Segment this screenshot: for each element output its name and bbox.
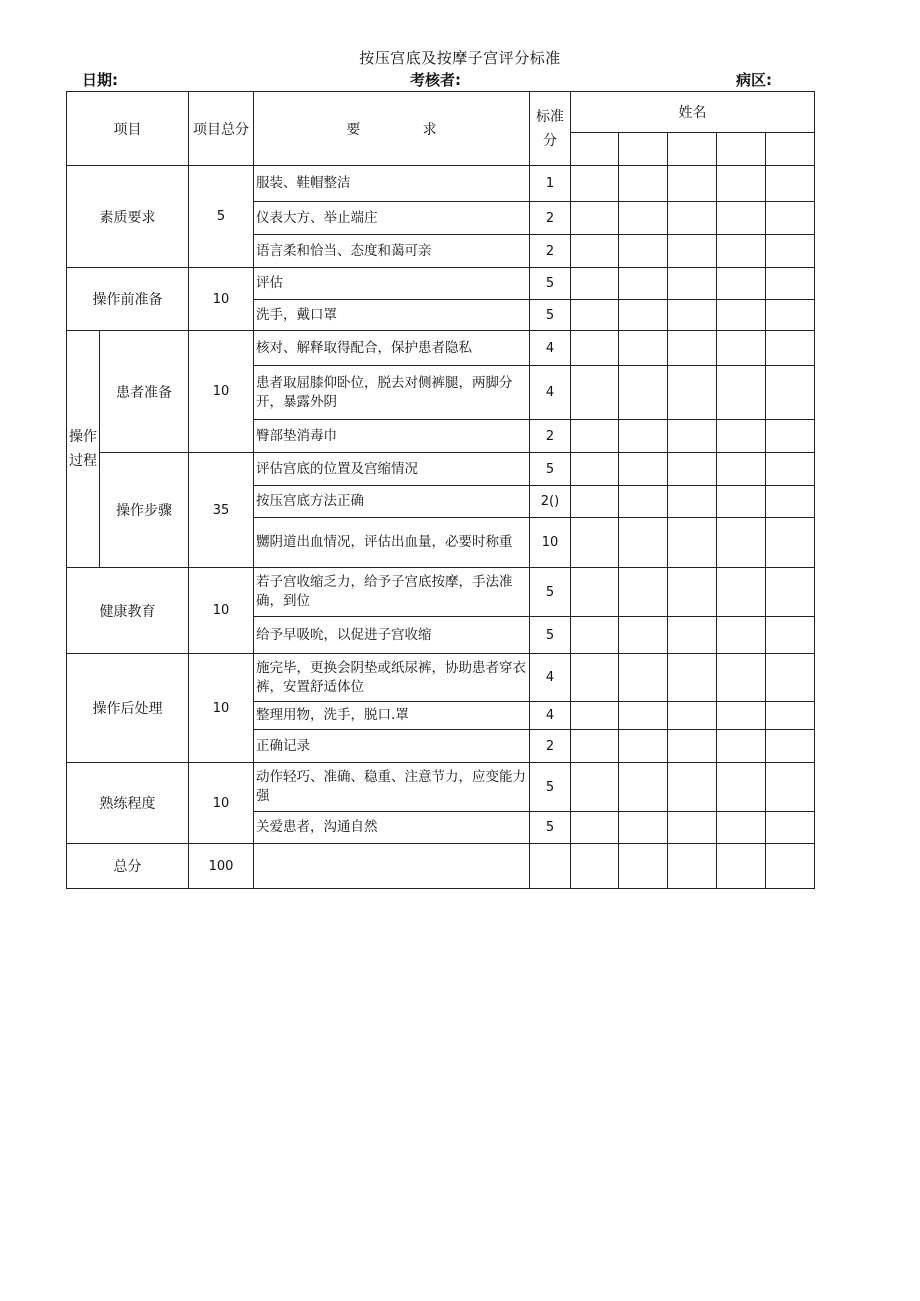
score-cell[interactable] [668, 300, 717, 331]
score-cell[interactable] [766, 730, 815, 763]
section-post-label: 操作后处理 [67, 654, 189, 763]
score-cell[interactable] [717, 730, 766, 763]
standard-score-line2: 分 [543, 132, 557, 149]
standard-score: 5 [530, 568, 571, 617]
score-cell[interactable] [766, 812, 815, 844]
score-cell[interactable] [571, 300, 619, 331]
name-cell[interactable] [571, 133, 619, 166]
name-cell[interactable] [766, 133, 815, 166]
total-standard-cell [530, 844, 571, 889]
standard-score: 4 [530, 702, 571, 730]
section-proficiency-label: 熟练程度 [67, 763, 189, 844]
score-cell[interactable] [668, 453, 717, 486]
score-cell[interactable] [668, 763, 717, 812]
score-cell[interactable] [717, 654, 766, 702]
score-cell[interactable] [619, 844, 668, 889]
score-cell[interactable] [668, 166, 717, 202]
score-cell[interactable] [571, 235, 619, 268]
standard-score: 10 [530, 518, 571, 568]
score-cell[interactable] [766, 268, 815, 300]
requirement-text: 仪表大方、举止端庄 [254, 202, 530, 235]
score-cell[interactable] [571, 654, 619, 702]
score-cell[interactable] [571, 268, 619, 300]
score-cell[interactable] [717, 812, 766, 844]
score-cell[interactable] [619, 300, 668, 331]
score-cell[interactable] [571, 763, 619, 812]
name-cell[interactable] [619, 133, 668, 166]
score-cell[interactable] [619, 366, 668, 420]
section-post-total: 10 [189, 654, 254, 763]
score-cell[interactable] [717, 366, 766, 420]
section-education-label: 健康教育 [67, 568, 189, 654]
section-quality-label: 素质要求 [67, 166, 189, 268]
score-cell[interactable] [571, 166, 619, 202]
score-cell[interactable] [717, 844, 766, 889]
score-cell[interactable] [571, 812, 619, 844]
requirement-text: 施完毕，更换会阴垫或纸尿裤，协助患者穿衣裤，安置舒适体位 [254, 654, 530, 702]
score-cell[interactable] [619, 235, 668, 268]
score-cell[interactable] [571, 844, 619, 889]
standard-score: 2 [530, 235, 571, 268]
standard-score-line1: 标准 [536, 108, 564, 125]
score-cell[interactable] [668, 702, 717, 730]
score-cell[interactable] [717, 300, 766, 331]
score-cell[interactable] [668, 654, 717, 702]
standard-score: 2() [530, 486, 571, 518]
score-cell[interactable] [717, 235, 766, 268]
score-cell[interactable] [717, 268, 766, 300]
standard-score: 5 [530, 453, 571, 486]
name-cell[interactable] [717, 133, 766, 166]
score-cell[interactable] [619, 166, 668, 202]
score-cell[interactable] [619, 331, 668, 366]
score-cell[interactable] [668, 518, 717, 568]
score-cell[interactable] [619, 486, 668, 518]
name-header: 姓名 [571, 92, 815, 133]
score-cell[interactable] [766, 654, 815, 702]
score-cell[interactable] [766, 420, 815, 453]
score-cell[interactable] [571, 518, 619, 568]
examiner-label: 考核者: [410, 71, 461, 89]
requirement-text: 洗手，戴口罩 [254, 300, 530, 331]
score-cell[interactable] [717, 568, 766, 617]
score-cell[interactable] [619, 268, 668, 300]
score-cell[interactable] [717, 702, 766, 730]
score-cell[interactable] [717, 763, 766, 812]
section-patient-prep-total: 10 [189, 331, 254, 453]
score-cell[interactable] [717, 453, 766, 486]
standard-score: 5 [530, 268, 571, 300]
score-cell[interactable] [619, 763, 668, 812]
requirement-text: 评估 [254, 268, 530, 300]
standard-score: 2 [530, 202, 571, 235]
requirement-text: 正确记录 [254, 730, 530, 763]
standard-score: 5 [530, 617, 571, 654]
standard-score-header [530, 92, 571, 166]
score-cell[interactable] [668, 486, 717, 518]
score-cell[interactable] [668, 202, 717, 235]
standard-score: 4 [530, 366, 571, 420]
total-value: 100 [189, 844, 254, 889]
section-prep-total: 10 [189, 268, 254, 331]
section-education-total: 10 [189, 568, 254, 654]
score-cell[interactable] [619, 702, 668, 730]
section-patient-prep-label: 患者准备 [100, 331, 189, 453]
section-prep-label: 操作前准备 [67, 268, 189, 331]
page-title: 按压宫底及按摩子宫评分标准 [359, 49, 561, 67]
requirement-text: 核对、解释取得配合，保护患者隐私 [254, 331, 530, 366]
score-cell[interactable] [571, 730, 619, 763]
process-label-line1: 操作 [69, 429, 97, 445]
score-cell[interactable] [668, 617, 717, 654]
section-steps-label: 操作步骤 [100, 453, 189, 568]
score-cell[interactable] [571, 702, 619, 730]
score-cell[interactable] [766, 331, 815, 366]
score-cell[interactable] [717, 486, 766, 518]
requirement-text: 服装、鞋帽整洁 [254, 166, 530, 202]
requirement-text: 语言柔和恰当、态度和蔼可亲 [254, 235, 530, 268]
score-cell[interactable] [766, 202, 815, 235]
score-cell[interactable] [619, 518, 668, 568]
score-cell[interactable] [766, 844, 815, 889]
requirement-text: 嬲阴道出血情况，评估出血量，必要时称重 [254, 518, 530, 568]
requirement-header: 要 求 [254, 92, 530, 166]
item-total-header: 项目总分 [189, 92, 254, 166]
score-cell[interactable] [571, 420, 619, 453]
requirement-text: 评估宫底的位置及宫缩情况 [254, 453, 530, 486]
score-cell[interactable] [571, 617, 619, 654]
standard-score: 4 [530, 654, 571, 702]
process-label-line2: 过程 [69, 453, 97, 469]
score-cell[interactable] [619, 617, 668, 654]
total-label: 总分 [67, 844, 189, 889]
score-cell[interactable] [619, 730, 668, 763]
score-cell[interactable] [668, 844, 717, 889]
standard-score: 4 [530, 331, 571, 366]
requirement-text: 整理用物，洗手，脱口.罩 [254, 702, 530, 730]
standard-score: 5 [530, 812, 571, 844]
standard-score: 5 [530, 763, 571, 812]
score-cell[interactable] [571, 366, 619, 420]
score-cell[interactable] [717, 420, 766, 453]
requirement-text: 患者取屈膝仰卧位，脱去对侧裤腿，两脚分开，暴露外阴 [254, 366, 530, 420]
standard-score: 5 [530, 300, 571, 331]
section-proficiency-total: 10 [189, 763, 254, 844]
score-cell[interactable] [619, 420, 668, 453]
score-cell[interactable] [766, 763, 815, 812]
standard-score: 1 [530, 166, 571, 202]
score-cell[interactable] [571, 568, 619, 617]
score-cell[interactable] [766, 366, 815, 420]
standard-score: 2 [530, 420, 571, 453]
requirement-text: 关爱患者，沟通自然 [254, 812, 530, 844]
score-cell[interactable] [619, 453, 668, 486]
score-cell[interactable] [571, 453, 619, 486]
total-requirement-cell [254, 844, 530, 889]
score-cell[interactable] [766, 617, 815, 654]
score-cell[interactable] [571, 331, 619, 366]
score-cell[interactable] [668, 420, 717, 453]
score-cell[interactable] [717, 518, 766, 568]
requirement-text: 动作轻巧、准确、稳重、注意节力，应变能力强 [254, 763, 530, 812]
score-cell[interactable] [717, 331, 766, 366]
score-cell[interactable] [668, 235, 717, 268]
standard-score: 2 [530, 730, 571, 763]
score-cell[interactable] [717, 166, 766, 202]
score-cell[interactable] [717, 617, 766, 654]
score-cell[interactable] [766, 300, 815, 331]
requirement-text: 若子宫收缩乏力，给予子宫底按摩，手法准确，到位 [254, 568, 530, 617]
requirement-text: 臀部垫消毒巾 [254, 420, 530, 453]
section-steps-total: 35 [189, 453, 254, 568]
score-cell[interactable] [619, 568, 668, 617]
name-cell[interactable] [668, 133, 717, 166]
score-cell[interactable] [619, 812, 668, 844]
score-cell[interactable] [766, 235, 815, 268]
score-cell[interactable] [668, 730, 717, 763]
score-cell[interactable] [571, 486, 619, 518]
date-label: 日期: [82, 71, 118, 89]
score-cell[interactable] [668, 268, 717, 300]
score-cell[interactable] [766, 486, 815, 518]
score-cell[interactable] [766, 166, 815, 202]
scoring-table [66, 91, 815, 889]
score-cell[interactable] [766, 568, 815, 617]
score-cell[interactable] [766, 702, 815, 730]
item-header: 项目 [67, 92, 189, 166]
score-cell[interactable] [668, 366, 717, 420]
section-quality-total: 5 [189, 166, 254, 268]
score-cell[interactable] [571, 202, 619, 235]
requirement-text: 按压宫底方法正确 [254, 486, 530, 518]
section-process-label [67, 331, 100, 568]
score-cell[interactable] [619, 654, 668, 702]
requirement-text: 给予早吸吮，以促进子宫收缩 [254, 617, 530, 654]
ward-label: 病区: [736, 71, 772, 89]
score-cell[interactable] [668, 331, 717, 366]
score-cell[interactable] [766, 518, 815, 568]
score-cell[interactable] [717, 202, 766, 235]
score-cell[interactable] [668, 568, 717, 617]
score-cell[interactable] [619, 202, 668, 235]
score-cell[interactable] [668, 812, 717, 844]
score-cell[interactable] [766, 453, 815, 486]
